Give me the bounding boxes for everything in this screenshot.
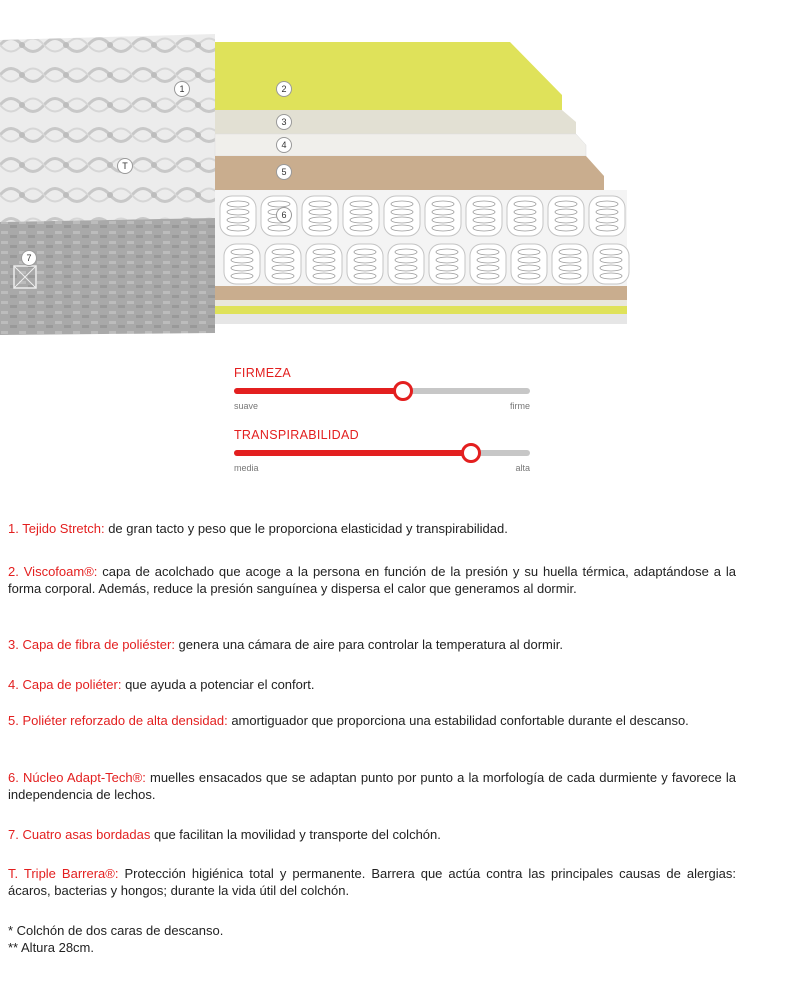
spring-pocket [347, 244, 383, 284]
layer-viscofoam [215, 42, 562, 110]
spring-pocket [589, 196, 625, 236]
meter-title: FIRMEZA [234, 366, 291, 380]
meter-min-label: media [234, 463, 259, 473]
layer-reinforced [215, 156, 604, 190]
breathability-meter [234, 428, 530, 473]
layer-text: que facilitan la movilidad y transporte del colchón. [150, 827, 441, 842]
firmness-meter [234, 366, 530, 411]
spring-pocket [384, 196, 420, 236]
callout-T: T [117, 158, 133, 174]
callout-6: 6 [276, 207, 292, 223]
layer-description-7 [8, 826, 736, 843]
spring-pocket [552, 244, 588, 284]
layer-term: T. Triple Barrera®: [8, 866, 119, 881]
quilted-top [0, 34, 215, 222]
callout-7: 7 [21, 250, 37, 266]
meter-fill [234, 450, 471, 456]
layer-text: que ayuda a potenciar el confort. [121, 677, 315, 692]
callout-5: 5 [276, 164, 292, 180]
layer-term: 5. Poliéter reforzado de alta densidad: [8, 713, 228, 728]
layer-description-1 [8, 520, 736, 537]
spring-pocket [224, 244, 260, 284]
meter-knob [461, 443, 481, 463]
layer-description-3 [8, 636, 736, 653]
meter-max-label: alta [515, 463, 530, 473]
callout-1: 1 [174, 81, 190, 97]
meter-track [234, 450, 530, 456]
spring-pocket [343, 196, 379, 236]
meter-fill [234, 388, 403, 394]
spring-pocket [220, 196, 256, 236]
bottom-fabric [215, 314, 627, 324]
side-panel [0, 218, 215, 335]
spring-pocket [425, 196, 461, 236]
layer-text: muelles ensacados que se adaptan punto por punto a la morfología de cada durmiente y favorece la independencia de lechos. [8, 770, 736, 802]
meter-knob [393, 381, 413, 401]
layer-term: 6. Núcleo Adapt-Tech®: [8, 770, 146, 785]
mattress-illustration [0, 0, 800, 345]
layer-text: Protección higiénica total y permanente. Barrera que actúa contra las principales causas de alergias: ácaros, bacterias y hongos; durante la vida útil del colchón. [8, 866, 736, 898]
layer-term: 4. Capa de poliéter: [8, 677, 122, 692]
layer-term: 7. Cuatro asas bordadas [8, 827, 151, 842]
layer-description-2 [8, 563, 736, 597]
meter-max-label: firme [510, 401, 530, 411]
callout-4: 4 [276, 137, 292, 153]
spring-pocket [593, 244, 629, 284]
bottom-fiber [215, 300, 627, 306]
layer-term: 3. Capa de fibra de poliéster: [8, 637, 175, 652]
layer-term: 1. Tejido Stretch: [8, 521, 105, 536]
spring-pocket [306, 244, 342, 284]
layer-description-5 [8, 712, 736, 729]
footnote-two-sided: * Colchón de dos caras de descanso. [8, 923, 224, 938]
layer-text: amortiguador que proporciona una estabilidad confortable durante el descanso. [227, 713, 689, 728]
footnotes [8, 922, 223, 956]
spring-pocket [511, 244, 547, 284]
meter-min-label: suave [234, 401, 259, 411]
layer-description-4 [8, 676, 736, 693]
layer-text: capa de acolchado que acoge a la persona en función de la presión y su huella térmica, adaptándose a la forma corporal. Además, reduce la presión sanguínea y dispersa el calor que generamos al dormir. [8, 564, 736, 596]
layer-fiber [215, 110, 576, 134]
layer-polyether [215, 134, 586, 156]
layer-text: de gran tacto y peso que le proporciona elasticidad y transpirabilidad. [104, 521, 508, 536]
layer-description-6 [8, 769, 736, 803]
spring-pocket [548, 196, 584, 236]
spring-pocket [388, 244, 424, 284]
spring-pocket [265, 244, 301, 284]
bottom-viscofoam [215, 306, 627, 314]
spring-pocket [302, 196, 338, 236]
meter-title: TRANSPIRABILIDAD [234, 428, 359, 442]
bottom-reinforced [215, 286, 627, 300]
spring-pocket [429, 244, 465, 284]
meter-track [234, 388, 530, 394]
callout-2: 2 [276, 81, 292, 97]
layer-text: genera una cámara de aire para controlar la temperatura al dormir. [174, 637, 563, 652]
callout-3: 3 [276, 114, 292, 130]
layer-description-T [8, 865, 736, 899]
footnote-height: ** Altura 28cm. [8, 940, 94, 955]
spring-pocket [466, 196, 502, 236]
spring-pocket [507, 196, 543, 236]
spring-pocket [470, 244, 506, 284]
layer-term: 2. Viscofoam®: [8, 564, 98, 579]
